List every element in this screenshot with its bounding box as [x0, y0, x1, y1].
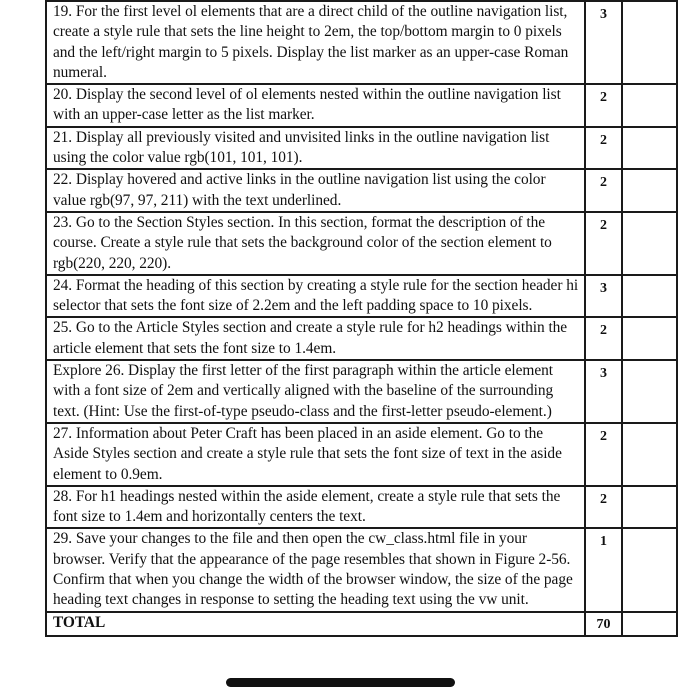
- score-cell: [622, 212, 677, 275]
- score-cell: [622, 127, 677, 170]
- points-cell: 2: [585, 127, 622, 170]
- total-row: [46, 612, 677, 636]
- horizontal-scrollbar[interactable]: [226, 678, 455, 687]
- table-row: [46, 486, 677, 529]
- task-description: 21. Display all previously visited and unvisited links in the outline navigation list using the color value rgb(101, 101, 101).: [46, 127, 585, 170]
- task-description: Explore 26. Display the first letter of the first paragraph within the article element with a font size of 2em and vertically aligned with the baseline of the surrounding text. (Hint: Use the first-of-type pseudo-class and the first-letter pseudo-element.): [46, 360, 585, 423]
- table-row: [46, 528, 677, 611]
- score-cell: [622, 528, 677, 611]
- task-description: 28. For h1 headings nested within the aside element, create a style rule that sets the font size to 1.4em and horizontally centers the text.: [46, 486, 585, 529]
- table-row: [46, 1, 677, 84]
- points-cell: 2: [585, 212, 622, 275]
- points-cell: 3: [585, 275, 622, 318]
- task-description: 23. Go to the Section Styles section. In this section, format the description of the course. Create a style rule that sets the background color of the section element to rgb(220, 220, 220).: [46, 212, 585, 275]
- total-label: TOTAL: [46, 612, 585, 636]
- score-cell: [622, 486, 677, 529]
- points-cell: 2: [585, 423, 622, 486]
- table-row: [46, 275, 677, 318]
- points-cell: 2: [585, 317, 622, 360]
- score-cell: [622, 317, 677, 360]
- points-cell: 1: [585, 528, 622, 611]
- score-cell: [622, 612, 677, 636]
- task-description: 19. For the first level ol elements that are a direct child of the outline navigation list, create a style rule that sets the line height to 2em, the top/bottom margin to 0 pixels and the left/right margin to 5 pixels. Display the list marker as an upper-case Roman numeral.: [46, 1, 585, 84]
- task-description: 24. Format the heading of this section by creating a style rule for the section header hi selector that sets the font size of 2.2em and the left padding space to 10 pixels.: [46, 275, 585, 318]
- table-row: [46, 317, 677, 360]
- task-description: 27. Information about Peter Craft has been placed in an aside element. Go to the Aside Styles section and create a style rule that sets the font size of text in the aside element to 0.9em.: [46, 423, 585, 486]
- table-row: [46, 360, 677, 423]
- rubric-table: [45, 0, 678, 637]
- score-cell: [622, 275, 677, 318]
- score-cell: [622, 1, 677, 84]
- score-cell: [622, 84, 677, 127]
- task-description: 25. Go to the Article Styles section and create a style rule for h2 headings within the article element that sets the font size to 1.4em.: [46, 317, 585, 360]
- table-row: [46, 127, 677, 170]
- score-cell: [622, 360, 677, 423]
- points-cell: 2: [585, 169, 622, 212]
- points-cell: 3: [585, 360, 622, 423]
- points-cell: 3: [585, 1, 622, 84]
- table-row: [46, 212, 677, 275]
- points-cell: 2: [585, 486, 622, 529]
- score-cell: [622, 423, 677, 486]
- task-description: 29. Save your changes to the file and then open the cw_class.html file in your browser. Verify that the appearance of the page resembles that shown in Figure 2-56. Confirm that when you change the width of the browser window, the size of the page heading text changes in response to setting the heading text using the vw unit.: [46, 528, 585, 611]
- task-description: 22. Display hovered and active links in the outline navigation list using the color value rgb(97, 97, 211) with the text underlined.: [46, 169, 585, 212]
- table-row: [46, 423, 677, 486]
- table-row: [46, 169, 677, 212]
- points-cell: 2: [585, 84, 622, 127]
- score-cell: [622, 169, 677, 212]
- total-points: 70: [585, 612, 622, 636]
- task-description: 20. Display the second level of ol elements nested within the outline navigation list with an upper-case letter as the list marker.: [46, 84, 585, 127]
- table-row: [46, 84, 677, 127]
